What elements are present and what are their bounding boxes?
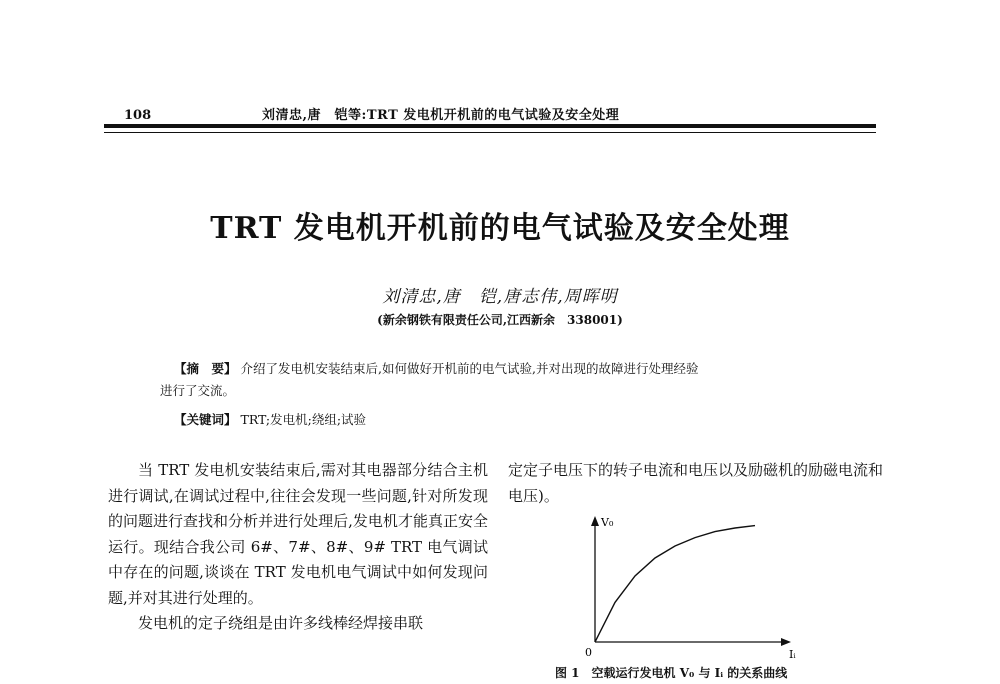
abstract-text-1: 介绍了发电机安装结束后,如何做好开机前的电气试验,并对出现的故障进行处理经验 [240,361,699,376]
keywords-label: 【关键词】 [174,412,237,427]
x-axis-label: Iᵢ [789,648,796,661]
v0-curve [595,526,755,642]
abstract-block [160,358,840,402]
article-affiliation: (新余钢铁有限责任公司,江西新余 338001) [377,313,623,327]
abstract-line-1 [160,358,840,380]
running-head: 刘清忠,唐 铠等:TRT 发电机开机前的电气试验及安全处理 [262,108,620,123]
figure-caption: 图 1 空载运行发电机 V₀ 与 Iᵢ 的关系曲线 [555,666,788,680]
header-rule-thin [104,132,876,133]
body-right-column [508,458,888,509]
y-axis-label: V₀ [601,516,614,529]
body-paragraph: 定定子电压下的转子电流和电压以及励磁机的励磁电流和电压)。 [508,461,884,505]
x-axis-arrow [781,638,791,646]
y-axis-arrow [591,516,599,526]
body-left-column [108,458,488,637]
origin-label: 0 [585,646,592,659]
article-title: TRT 发电机开机前的电气试验及安全处理 [210,211,790,246]
abstract-text-2: 进行了交流。 [160,383,236,398]
figure-1-chart [585,512,805,662]
keywords-block [174,410,366,428]
body-paragraph: 发电机的定子绕组是由许多线棒经焊接串联 [138,614,424,632]
keywords-text: TRT;发电机;绕组;试验 [240,412,367,427]
page-number: 108 [124,108,152,123]
abstract-label: 【摘 要】 [174,361,237,376]
header-rule-thick [104,124,876,128]
body-paragraph: 当 TRT 发电机安装结束后,需对其电器部分结合主机进行调试,在调试过程中,往往会发现一些问题,针对所发现的问题进行查找和分析并进行处理后,发电机才能真正安全运行。现结合我公司 6#、7#、8#、9# TRT 电气调试中存在的问题,谈谈在 TRT 发电机电气调试中如何发现问题,并对其进行处理的。 [108,461,488,607]
article-authors: 刘清忠,唐 铠,唐志伟,周晖明 [382,287,618,307]
